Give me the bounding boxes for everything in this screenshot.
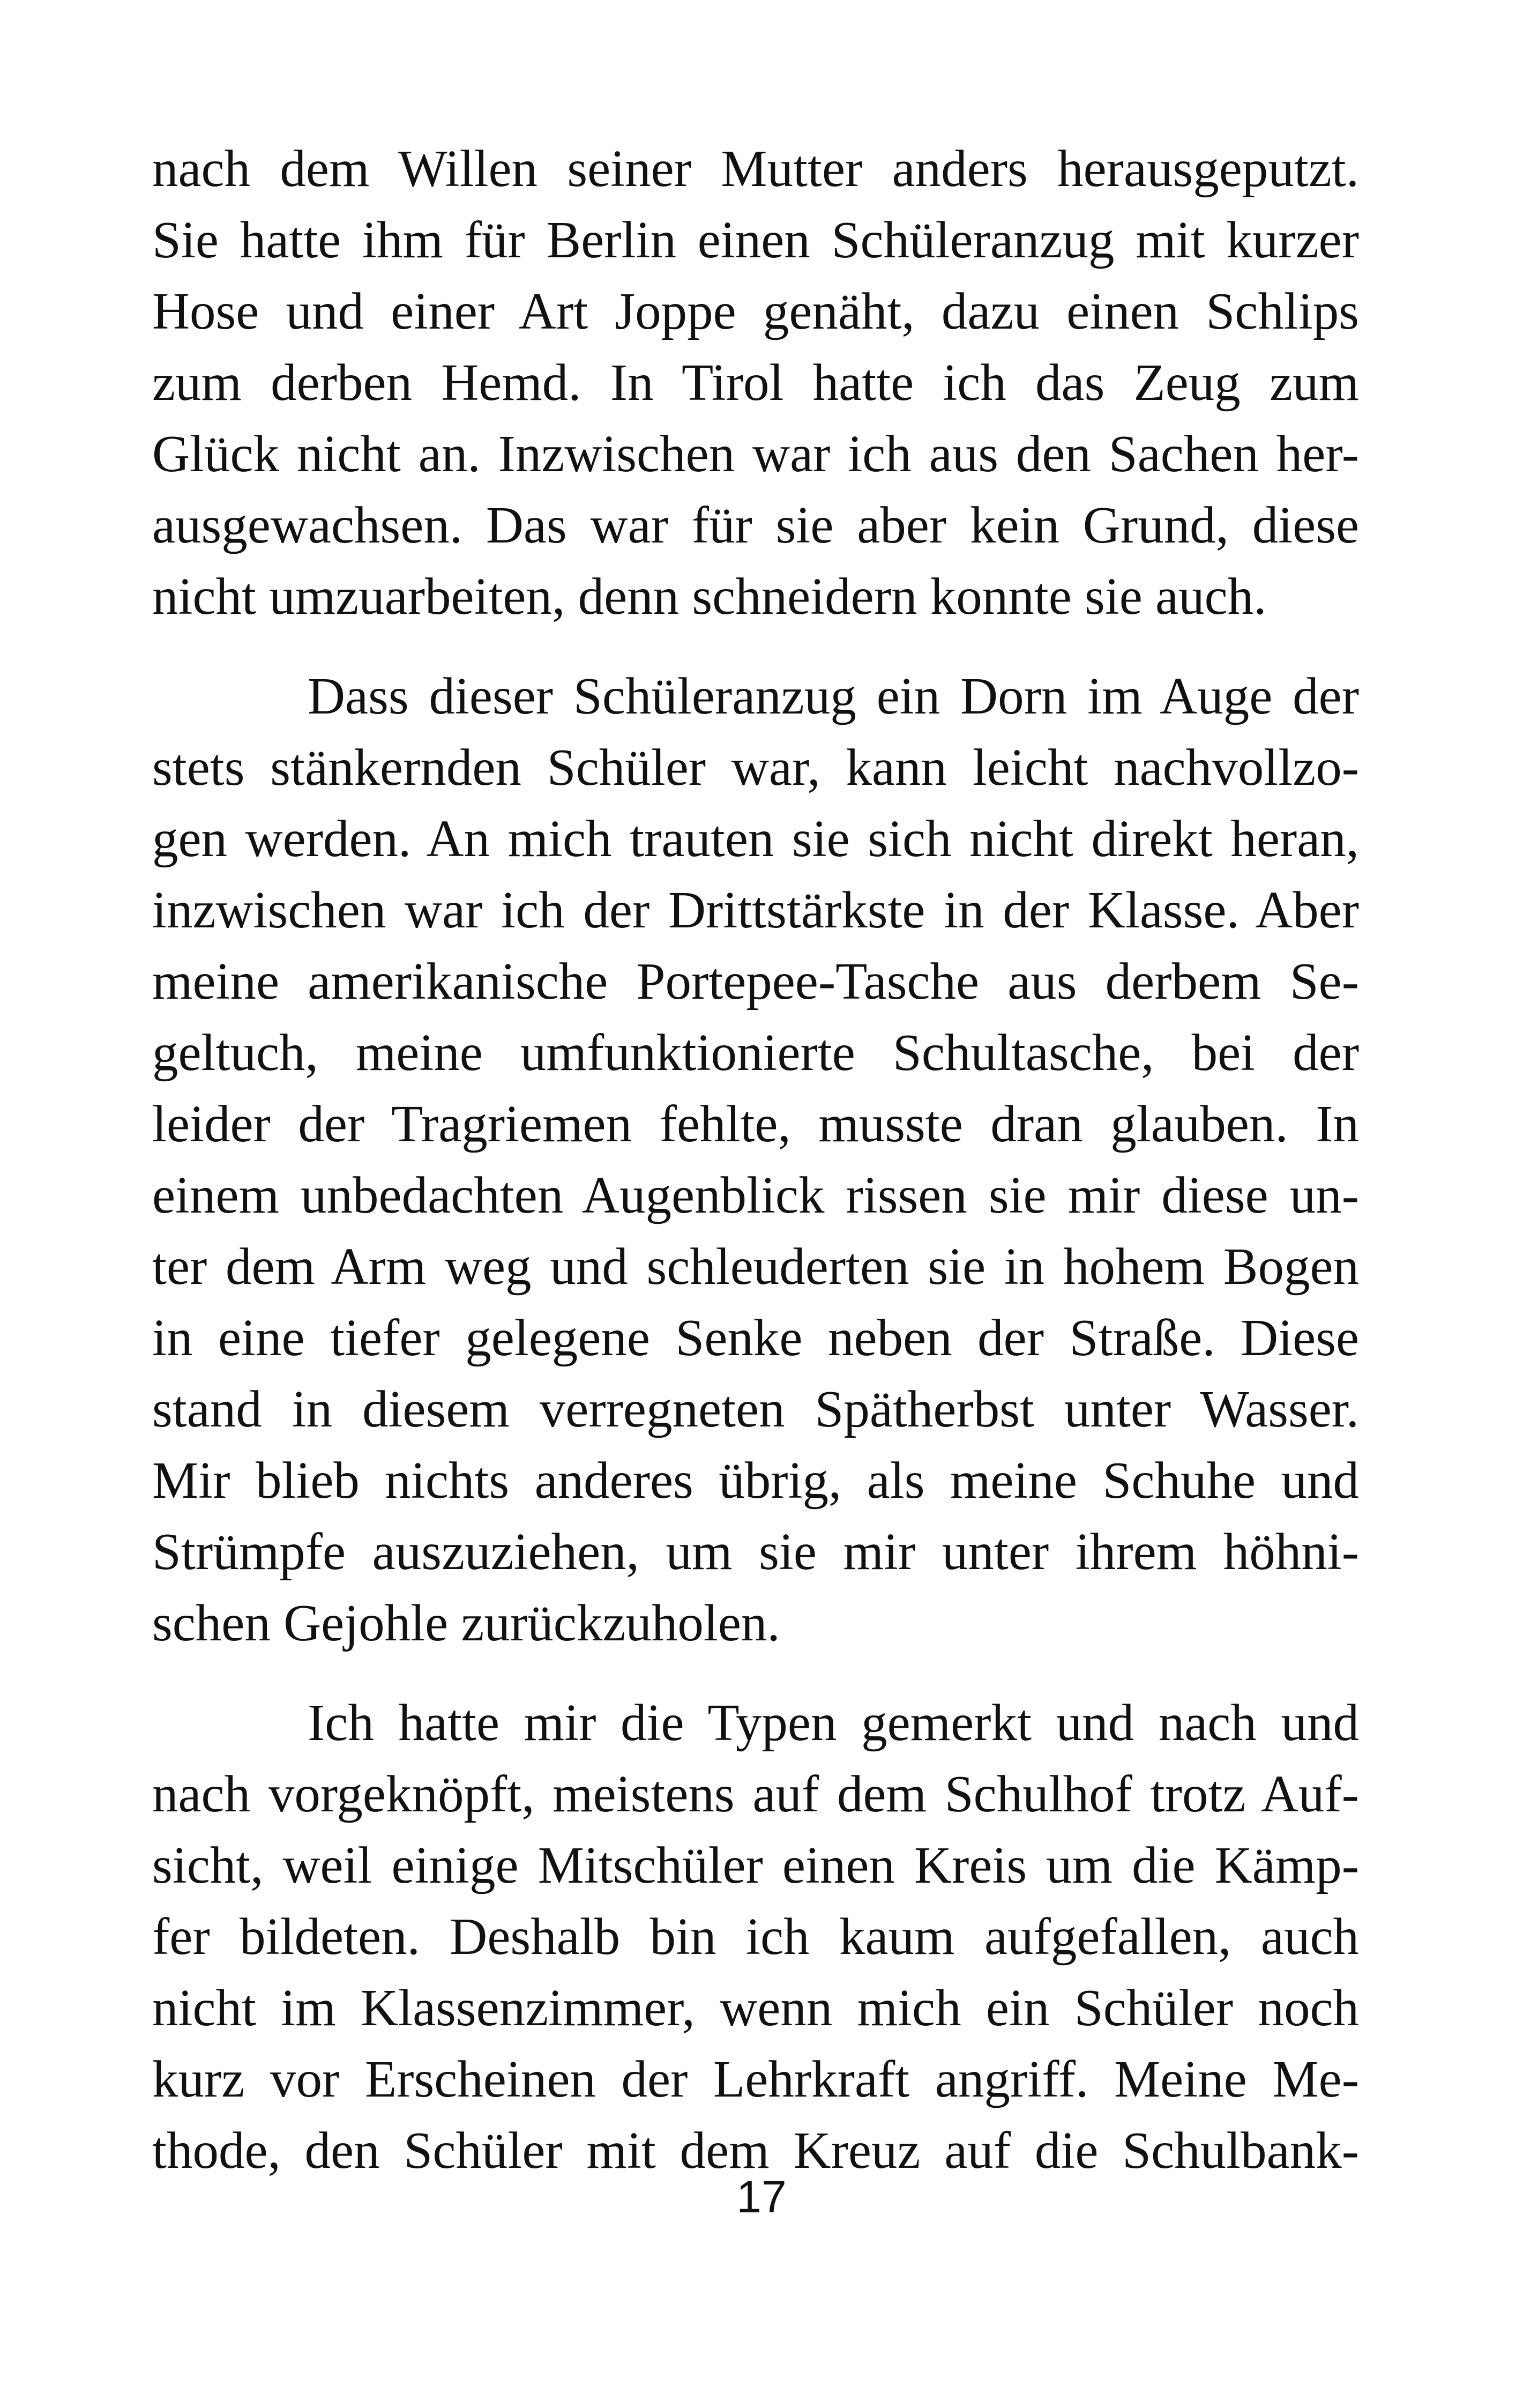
text-line: sicht, weil einige Mitschüler einen Kreis um die Kämp-: [152, 1837, 1359, 1894]
text-line: stets stänkernden Schüler war, kann leicht nachvollzo-: [152, 739, 1359, 796]
text-line: Strümpfe auszuziehen, um sie mir unter ihrem höhni-: [152, 1523, 1359, 1580]
text-line: meine amerikanische Portepee-Tasche aus derbem Se-: [152, 953, 1359, 1010]
text-line: Ich hatte mir die Typen gemerkt und nach und: [308, 1694, 1359, 1751]
text-line: ter dem Arm weg und schleuderten sie in hohem Bogen: [152, 1238, 1359, 1295]
text-line: Glück nicht an. Inzwischen war ich aus den Sachen her-: [152, 425, 1359, 482]
text-line: Dass dieser Schüleranzug ein Dorn im Auge der: [308, 667, 1359, 725]
text-line: stand in diesem verregneten Spätherbst unter Wasser.: [152, 1380, 1359, 1438]
text-line: gen werden. An mich trauten sie sich nicht direkt heran,: [152, 810, 1359, 867]
text-line: Mir blieb nichts anderes übrig, als meine Schuhe und: [152, 1452, 1359, 1509]
text-line: ausgewachsen. Das war für sie aber kein Grund, diese: [152, 496, 1359, 554]
paragraph-2: [152, 660, 1359, 1659]
body-text: [152, 133, 1359, 2186]
text-line: geltuch, meine umfunktionierte Schultasche, bei der: [152, 1024, 1359, 1081]
text-line: leider der Tragriemen fehlte, musste dran glauben. In: [152, 1095, 1359, 1153]
text-line: thode, den Schüler mit dem Kreuz auf die Schulbank-: [152, 2122, 1359, 2179]
text-line: nach dem Willen seiner Mutter anders herausgeputzt.: [152, 140, 1359, 197]
text-line: in eine tiefer gelegene Senke neben der Straße. Diese: [152, 1309, 1359, 1366]
text-line: inzwischen war ich der Drittstärkste in der Klasse. Aber: [152, 881, 1359, 939]
paragraph-3: [152, 1687, 1359, 2186]
text-line: nicht im Klassenzimmer, wenn mich ein Schüler noch: [152, 1979, 1359, 2037]
text-line: fer bildeten. Deshalb bin ich kaum aufgefallen, auch: [152, 1908, 1359, 1965]
text-line: kurz vor Erscheinen der Lehrkraft angriff. Meine Me-: [152, 2050, 1359, 2108]
text-line: Sie hatte ihm für Berlin einen Schüleranzug mit kurzer: [152, 211, 1359, 269]
text-line: nach vorgeknöpft, meistens auf dem Schulhof trotz Auf-: [152, 1765, 1359, 1823]
text-line: nicht umzuarbeiten, denn schneidern konnte sie auch.: [152, 568, 1267, 625]
paragraph-1: [152, 133, 1359, 632]
text-line: zum derben Hemd. In Tirol hatte ich das Zeug zum: [152, 354, 1359, 411]
text-line: einem unbedachten Augenblick rissen sie mir diese un-: [152, 1166, 1359, 1224]
text-line: schen Gejohle zurückzuholen.: [152, 1594, 780, 1652]
text-line: Hose und einer Art Joppe genäht, dazu einen Schlips: [152, 283, 1359, 340]
page-number: 17: [736, 2172, 787, 2222]
